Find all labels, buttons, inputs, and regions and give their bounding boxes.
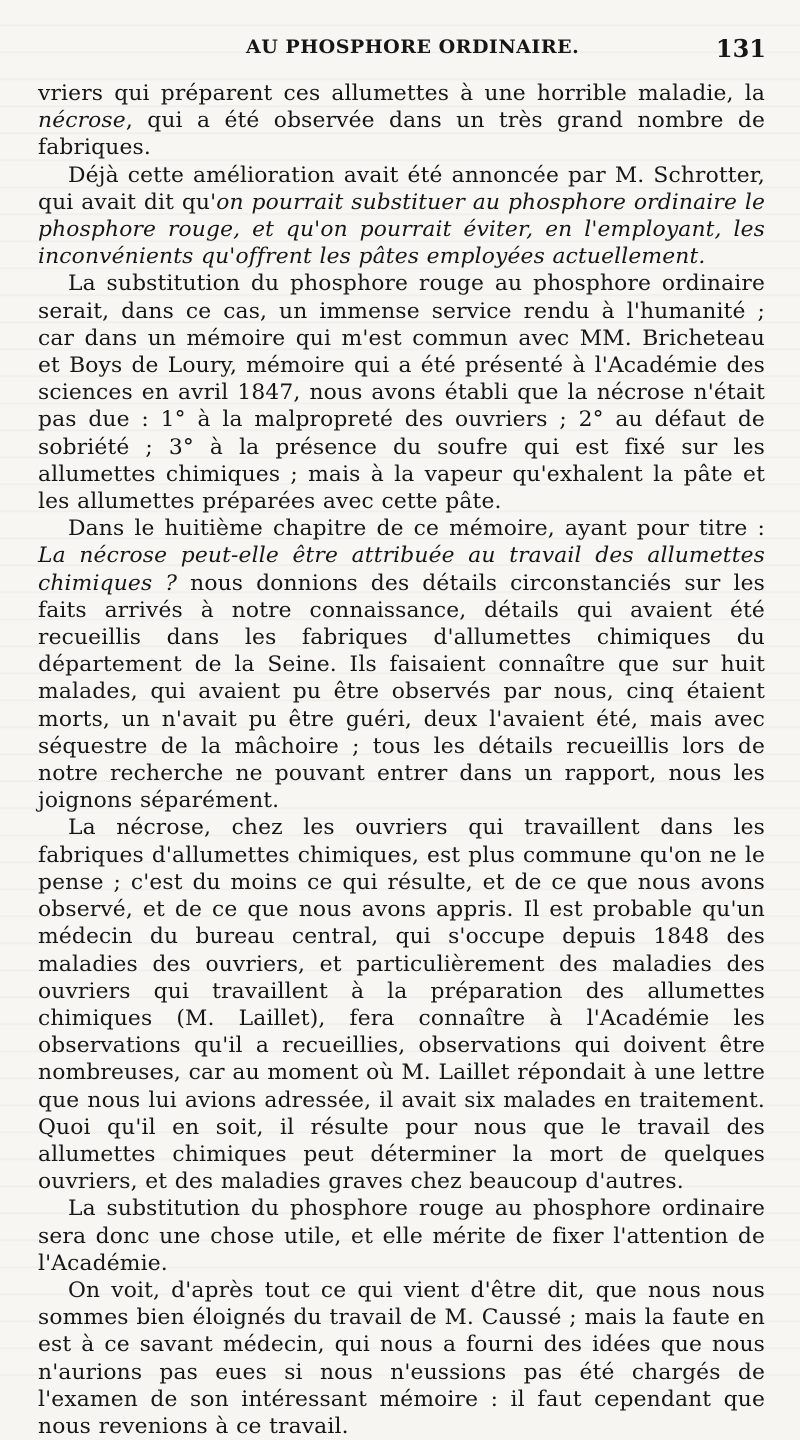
paragraph-5	[38, 814, 765, 1195]
paragraph-segment: La substitution du phosphore rouge au phosphore ordinaire sera donc une chose utile, et elle mérite de fixer l'attention de l'Académie.	[38, 1196, 765, 1276]
running-title: AU PHOSPHORE ORDINAIRE.	[246, 36, 580, 58]
paragraph-segment: On voit, d'après tout ce qui vient d'être dit, que nous nous sommes bien éloignés du travail de M. Caussé ; mais la faute en est à ce savant médecin, qui nous a fourni des idées que nous n'aurions pas eues si nous n'eussions pas été chargés de l'examen de son intéressant mémoire : il faut cependant que nous revenions à ce travail.	[38, 1277, 765, 1439]
paragraph-1	[38, 80, 765, 162]
paragraph-segment: , qui a été observée dans un très grand nombre de fabriques.	[38, 108, 765, 161]
paragraph-segment: Déjà cette amélioration avait été annoncée par M. Schrotter, qui avait dit qu'	[38, 162, 765, 215]
page-header	[0, 36, 800, 66]
paragraph-7	[38, 1277, 765, 1440]
paragraph-segment-italic: nécrose	[38, 108, 126, 134]
paragraph-segment: Dans le huitième chapitre de ce mémoire, ayant pour titre :	[68, 516, 765, 542]
body-text	[38, 80, 765, 1440]
paragraph-segment: nous donnions des détails circonstanciés sur les faits arrivés à notre connaissance, détails qui avaient été recueillis dans les fabriques d'allumettes chimiques du département de la Seine. Ils faisaient connaître que sur huit malades, qui avaient pu être observés par nous, cinq étaient morts, un n'avait pu être guéri, deux l'avaient été, mais avec séquestre de la mâchoire ; tous les détails recueillis lors de notre recherche ne pouvant entrer dans un rapport, nous les joignons séparément.	[38, 570, 765, 814]
paragraph-6	[38, 1195, 765, 1277]
paragraph-4	[38, 515, 765, 814]
page-number: 131	[715, 34, 766, 63]
paragraph-segment: La nécrose, chez les ouvriers qui travaillent dans les fabriques d'allumettes chimiques, est plus commune qu'on ne le pense ; c'est du moins ce qui résulte, et de ce que nous avons observé, et de ce que nous avons appris. Il est probable qu'un médecin du bureau central, qui s'occupe depuis 1848 des maladies des ouvriers, et particulièrement des maladies des ouvriers qui travaillent à la préparation des allumettes chimiques (M. Laillet), fera connaître à l'Académie les observations qu'il a recueillies, observations qui doivent être nombreuses, car au moment où M. Laillet répondait à une lettre que nous lui avions adressée, il avait six malades en traitement. Quoi qu'il en soit, il résulte pour nous que le travail des allumettes chimiques peut déterminer la mort de quelques ouvriers, et des maladies graves chez beaucoup d'autres.	[38, 815, 765, 1195]
paragraph-segment-italic: La nécrose peut-elle être attribuée au travail des allumettes chimiques ?	[38, 543, 765, 596]
paragraph-segment: vriers qui préparent ces allumettes à une horrible maladie, la	[38, 81, 765, 106]
paragraph-3	[38, 270, 765, 515]
paragraph-2	[38, 162, 765, 271]
paragraph-segment: La substitution du phosphore rouge au phosphore ordinaire serait, dans ce cas, un immense service rendu à l'humanité ; car dans un mémoire qui m'est commun avec MM. Bricheteau et Boys de Loury, mémoire qui a été présenté à l'Académie des sciences en avril 1847, nous avons établi que la nécrose n'était pas due : 1° à la malpropreté des ouvriers ; 2° au défaut de sobriété ; 3° à la présence du soufre qui est fixé sur les allumettes chimiques ; mais à la vapeur qu'exhalent la pâte et les allumettes préparées avec cette pâte.	[38, 271, 765, 515]
paragraph-segment-italic: on pourrait substituer au phosphore ordinaire le phosphore rouge, et qu'on pourrait éviter, en l'employant, les inconvénients qu'offrent les pâtes employées actuellement.	[38, 189, 765, 270]
